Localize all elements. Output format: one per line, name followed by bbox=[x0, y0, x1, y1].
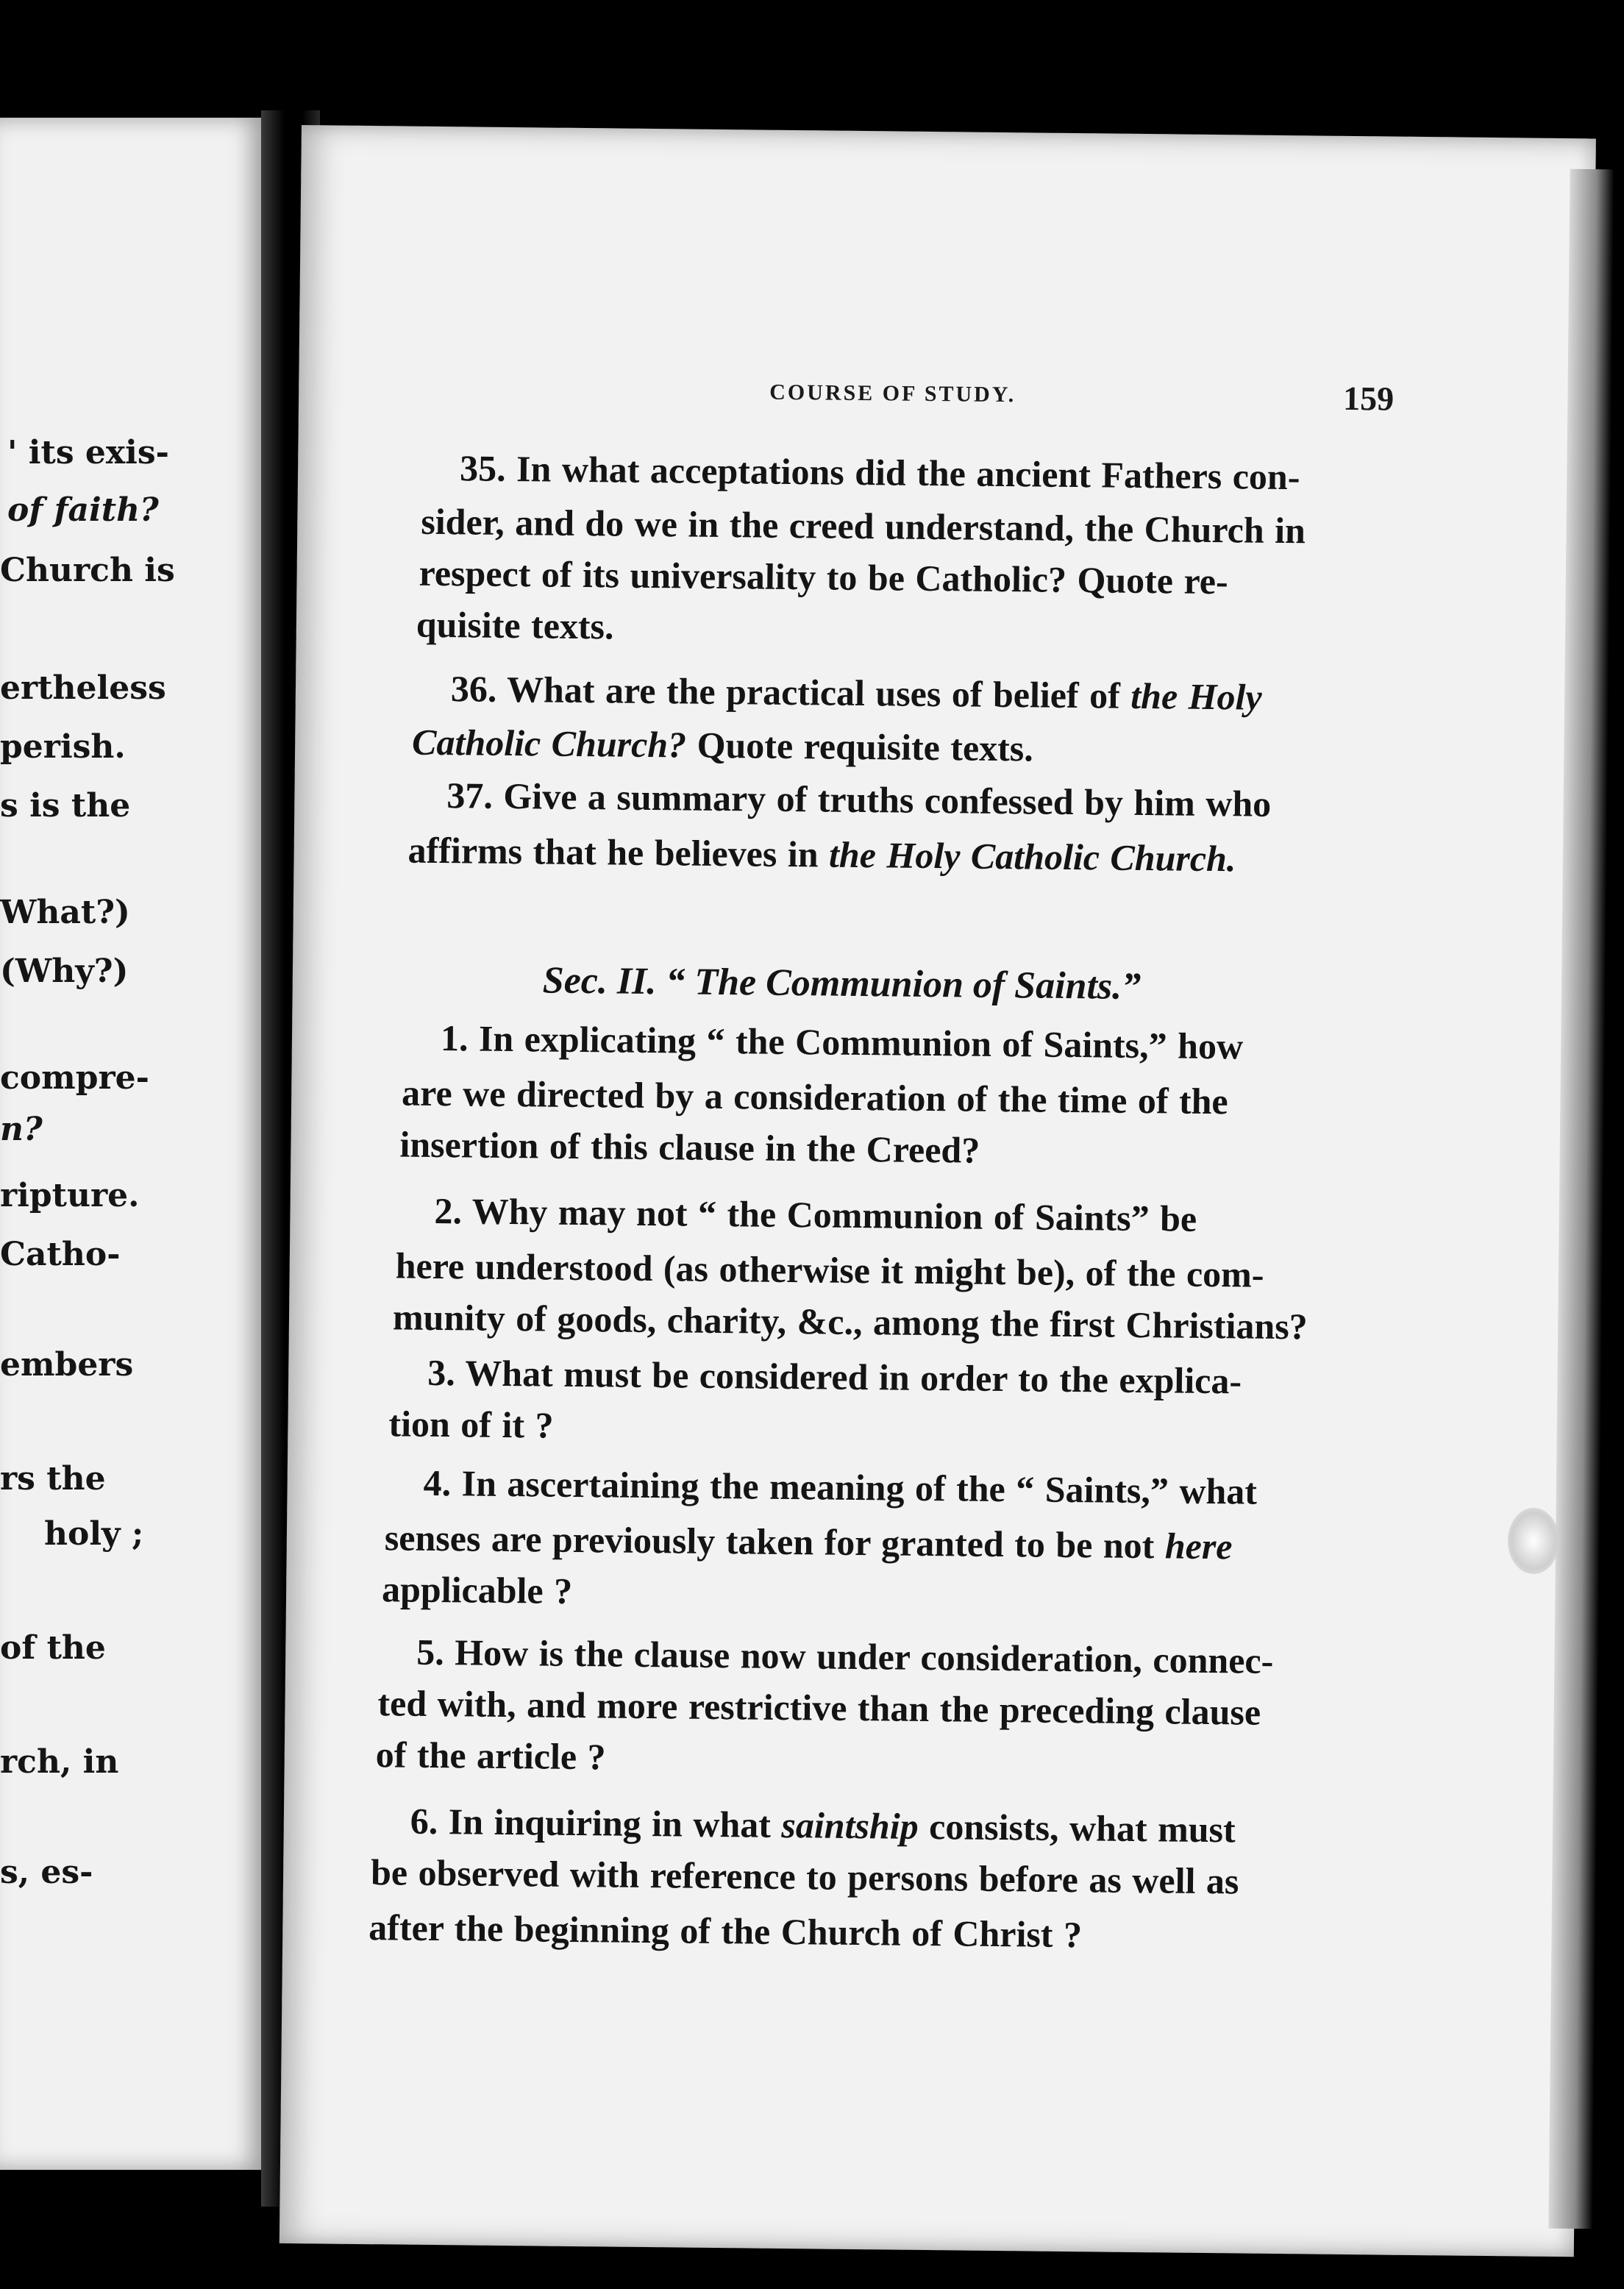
text-span: 6. In inquiring in what bbox=[410, 1800, 782, 1845]
running-head: COURSE OF STUDY. bbox=[769, 380, 1016, 407]
left-page-line: embers bbox=[0, 1346, 134, 1384]
text-line bbox=[410, 1800, 1236, 1851]
text-line bbox=[376, 1733, 606, 1778]
text-span: insertion of this clause in the Creed? bbox=[399, 1123, 980, 1171]
text-span: are we directed by a consideration of the time of the bbox=[401, 1072, 1228, 1122]
text-span: be observed with reference to persons before as well as bbox=[370, 1851, 1239, 1902]
text-span: respect of its universality to be Catholic? Quote re- bbox=[419, 552, 1228, 602]
text-span: Catholic Church? bbox=[411, 721, 687, 766]
right-page-text bbox=[302, 125, 1596, 1956]
text-line bbox=[382, 1567, 573, 1612]
text-line bbox=[402, 1072, 1228, 1123]
text-span: saintship bbox=[781, 1804, 919, 1847]
text-span: Quote requisite texts. bbox=[685, 724, 1034, 769]
text-line bbox=[419, 552, 1228, 603]
scan-glare-mark bbox=[1508, 1508, 1559, 1574]
text-line bbox=[460, 446, 1300, 498]
text-line bbox=[412, 721, 1033, 770]
text-span: here understood (as otherwise it might be), of the com- bbox=[395, 1245, 1264, 1295]
text-line bbox=[393, 1295, 1308, 1348]
text-line bbox=[407, 829, 1236, 880]
left-page-line: Church is bbox=[0, 552, 175, 589]
left-page-line: rs the bbox=[0, 1460, 106, 1498]
left-page-line: perish. bbox=[0, 728, 126, 766]
text-span: 4. In ascertaining the meaning of the “ Saints,” what bbox=[423, 1462, 1258, 1512]
left-page-line: s, es- bbox=[0, 1854, 93, 1891]
text-span: the Holy bbox=[1130, 674, 1262, 718]
left-page-line: rch, in bbox=[0, 1743, 119, 1781]
text-span: sider, and do we in the creed understand, the Church in bbox=[421, 500, 1306, 552]
left-page-line: (Why?) bbox=[0, 953, 129, 990]
left-page-line: of faith? bbox=[7, 491, 159, 529]
text-span: after the beginning of the Church of Christ ? bbox=[368, 1907, 1083, 1956]
text-span: ted with, and more restrictive than the preceding clause bbox=[377, 1682, 1261, 1733]
text-line bbox=[427, 1351, 1242, 1403]
left-page-line: compre- bbox=[0, 1059, 149, 1097]
text-span: 5. How is the clause now under consideration, connec- bbox=[416, 1631, 1274, 1681]
text-line bbox=[416, 603, 614, 648]
text-span: munity of goods, charity, &c., among the first Christians? bbox=[392, 1296, 1308, 1348]
text-line bbox=[385, 1516, 1233, 1567]
text-line bbox=[421, 500, 1306, 552]
text-line bbox=[423, 1462, 1257, 1513]
text-line bbox=[434, 1189, 1197, 1240]
left-page-line: ' its exis- bbox=[7, 434, 169, 471]
left-page-line: holy ; bbox=[44, 1515, 144, 1553]
text-line bbox=[395, 1244, 1264, 1295]
text-span: affirms that he believes in bbox=[407, 829, 830, 875]
text-line bbox=[377, 1681, 1261, 1734]
left-page-line: Catho- bbox=[0, 1236, 121, 1273]
text-span: 1. In explicating “ the Communion of Saints,” how bbox=[440, 1017, 1244, 1067]
text-line bbox=[446, 774, 1271, 825]
text-line bbox=[371, 1851, 1239, 1902]
left-page-line: ripture. bbox=[0, 1177, 140, 1214]
text-span: senses are previously taken for granted to be not bbox=[384, 1517, 1166, 1567]
text-span: tion of it ? bbox=[388, 1403, 554, 1446]
text-span: the Holy Catholic Church. bbox=[828, 833, 1236, 880]
text-line bbox=[399, 1122, 980, 1171]
section-heading: Sec. II. “ The Communion of Saints.” bbox=[542, 959, 1142, 1008]
text-line bbox=[441, 1017, 1244, 1067]
right-page bbox=[279, 125, 1596, 2257]
left-page-line: n? bbox=[0, 1111, 43, 1148]
text-span: 3. What must be considered in order to the explica- bbox=[427, 1351, 1242, 1402]
text-span: consists, what must bbox=[918, 1805, 1236, 1851]
page-number: 159 bbox=[1342, 379, 1395, 418]
text-span: of the article ? bbox=[375, 1734, 606, 1778]
text-line bbox=[388, 1402, 554, 1446]
left-page-line: ertheless bbox=[0, 669, 166, 707]
text-span: 37. Give a summary of truths confessed by him who bbox=[446, 775, 1272, 825]
left-page-line: s is the bbox=[0, 787, 131, 825]
text-span: 36. What are the practical uses of belief of bbox=[450, 668, 1131, 716]
text-line bbox=[416, 1631, 1274, 1682]
text-span: applicable ? bbox=[381, 1568, 573, 1612]
text-line bbox=[368, 1906, 1082, 1956]
text-span: 35. In what acceptations did the ancient Fathers con- bbox=[459, 447, 1300, 498]
text-span: quisite texts. bbox=[416, 603, 614, 647]
left-page-line: What?) bbox=[0, 894, 130, 931]
left-facing-page bbox=[0, 118, 265, 2170]
left-page-line: of the bbox=[0, 1629, 106, 1667]
text-span: here bbox=[1164, 1525, 1233, 1567]
text-line bbox=[451, 667, 1262, 719]
text-span: 2. Why may not “ the Communion of Saints” be bbox=[434, 1189, 1197, 1239]
